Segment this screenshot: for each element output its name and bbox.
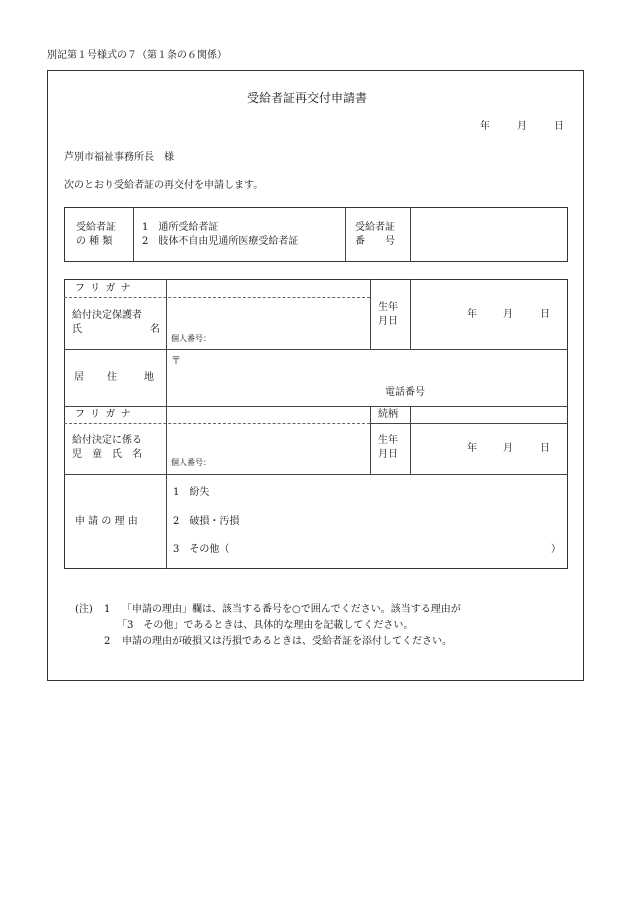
cert-type-option-1[interactable]: 1 通所受給者証: [142, 222, 219, 233]
cert-number-field[interactable]: [411, 208, 567, 261]
phone-label: 電話番号: [385, 387, 425, 398]
cert-type-option-2[interactable]: 2 肢体不自由児通所医療受給者証: [142, 236, 299, 247]
note-2-line-1: 申請の理由が破損又は汚損であるときは、受給者証を添付してください。: [122, 636, 452, 647]
postal-mark: 〒: [171, 356, 181, 367]
residence-label-c: 地: [144, 372, 154, 383]
date-year-label: 年: [480, 121, 490, 132]
child-birth-label-1: 生年: [378, 435, 398, 446]
cert-number-label-2: 番 号: [355, 236, 395, 247]
guardian-name-label-1: 給付決定保護者: [72, 310, 142, 321]
note-1-line-2: 「3 その他」であるときは、具体的な理由を記載してください。: [117, 620, 414, 631]
addressee: 芦別市福祉事務所長 様: [64, 152, 174, 163]
cert-type-label-1: 受給者証: [76, 222, 116, 233]
divider: [345, 207, 346, 262]
child-birth-day: 日: [540, 443, 550, 454]
guardian-name-label-2b: 名: [150, 324, 160, 335]
guardian-birth-day: 日: [540, 309, 550, 320]
guardian-birthdate-field[interactable]: [411, 280, 567, 348]
child-name-label-1: 給付決定に係る: [72, 435, 142, 446]
guardian-birth-label-2: 月日: [378, 316, 398, 327]
child-name-label-2: 児 童 氏 名: [72, 449, 142, 460]
note-1-number: 1: [104, 604, 111, 615]
child-birthdate-field[interactable]: [411, 424, 567, 473]
intro-text: 次のとおり受給者証の再交付を申請します。: [64, 180, 264, 191]
child-name-field[interactable]: [167, 424, 370, 456]
reason-other-field[interactable]: [243, 542, 548, 558]
guardian-birth-label-1: 生年: [378, 302, 398, 313]
child-furigana-label: フ リ ガ ナ: [75, 409, 132, 420]
guardian-furigana-field[interactable]: [167, 280, 370, 297]
guardian-name-label-2a: 氏: [72, 324, 82, 335]
reason-option-damaged[interactable]: 2 破損・汚損: [173, 516, 240, 527]
form-number-label: 別記第１号様式の７（第１条の６関係）: [47, 50, 227, 61]
form-title: 受給者証再交付申請書: [247, 91, 368, 105]
guardian-name-field[interactable]: [167, 298, 370, 332]
divider: [133, 207, 134, 262]
guardian-birth-month: 月: [503, 309, 513, 320]
child-birth-label-2: 月日: [378, 449, 398, 460]
cert-type-label-2: の 種 類: [76, 236, 113, 247]
child-furigana-field[interactable]: [167, 407, 370, 423]
reason-option-lost[interactable]: 1 紛失: [173, 487, 210, 498]
residence-label-b: 住: [107, 372, 117, 383]
note-1-line-1: 「申請の理由」欄は、該当する番号を○で囲んでください。該当する理由が: [122, 604, 461, 615]
child-birth-month: 月: [503, 443, 513, 454]
guardian-furigana-label: フ リ ガ ナ: [75, 283, 132, 294]
divider: [370, 279, 371, 349]
reason-other-close: ）: [551, 544, 561, 555]
child-birth-year: 年: [467, 443, 477, 454]
reason-label: 申 請 の 理 由: [75, 516, 138, 527]
note-2-number: 2: [104, 636, 111, 647]
residence-label-a: 居: [74, 372, 84, 383]
notes-prefix: (注): [75, 604, 93, 615]
relationship-field[interactable]: [411, 407, 567, 423]
guardian-personal-number-label: 個人番号：: [171, 334, 211, 343]
reason-option-other[interactable]: 3 その他（: [173, 544, 230, 555]
date-day-label: 日: [554, 121, 564, 132]
guardian-birth-year: 年: [467, 309, 477, 320]
divider: [370, 406, 371, 474]
date-month-label: 月: [517, 121, 527, 132]
child-personal-number-label: 個人番号：: [171, 458, 211, 467]
relationship-label: 続柄: [378, 409, 398, 420]
divider: [64, 474, 568, 475]
residence-field[interactable]: [167, 350, 567, 405]
cert-number-label-1: 受給者証: [355, 222, 395, 233]
